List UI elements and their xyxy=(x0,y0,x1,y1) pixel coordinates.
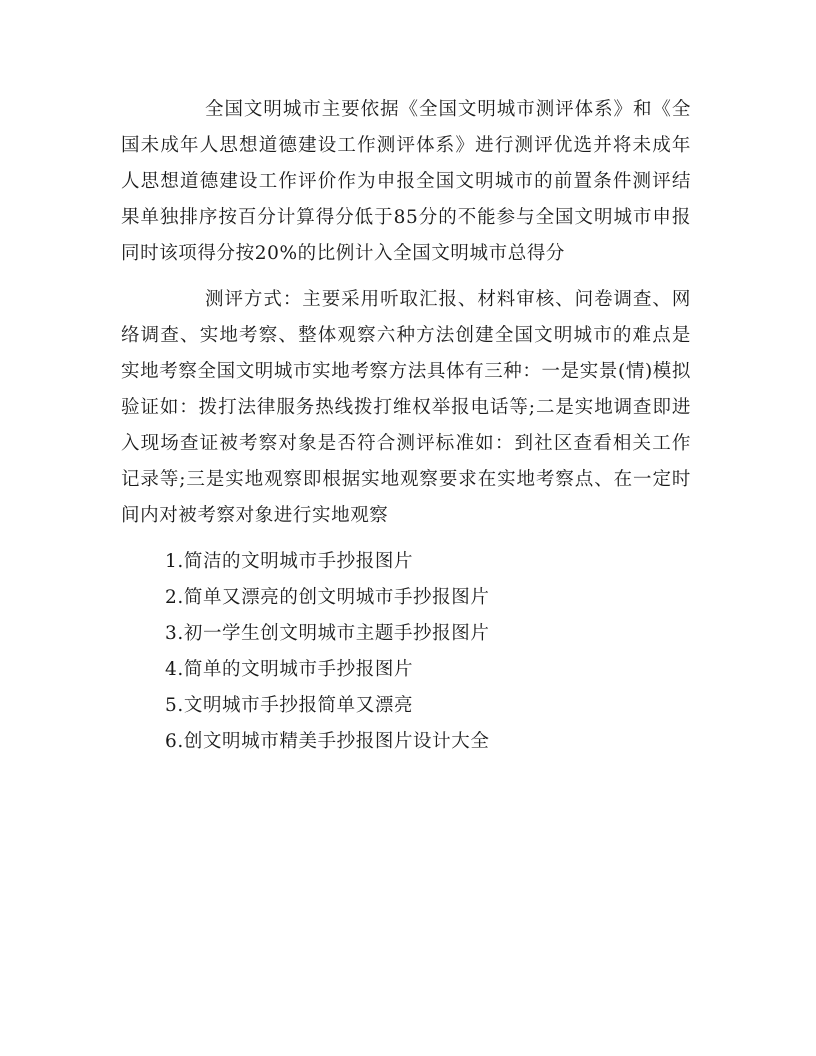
list-item: 4.简单的文明城市手抄报图片 xyxy=(165,659,414,680)
list-item: 6.创文明城市精美手抄报图片设计大全 xyxy=(165,731,490,752)
list-item: 5.文明城市手抄报简单又漂亮 xyxy=(165,695,414,716)
document-body xyxy=(121,92,691,760)
list-item: 2.简单又漂亮的创文明城市手抄报图片 xyxy=(165,587,490,608)
evaluation-method-paragraph: 测评方式：主要采用听取汇报、材料审核、问卷调查、网络调查、实地考察、整体观察六种方法创建全国文明城市的难点是实地考察全国文明城市实地考察方法具体有三种：一是实景(情)模拟验证如：拨打法律服务热线拨打维权举报电话等;二是实地调查即进入现场查证被考察对象是否符合测评标准如：到社区查看相关工作记录等;三是实地观察即根据实地观察要求在实地考察点、在一定时间内对被考察对象进行实地观察 xyxy=(121,289,691,526)
list-item: 1.简洁的文明城市手抄报图片 xyxy=(165,551,414,572)
related-links-list xyxy=(121,544,691,760)
intro-paragraph: 全国文明城市主要依据《全国文明城市测评体系》和《全国未成年人思想道德建设工作测评体系》进行测评优选并将未成年人思想道德建设工作评价作为申报全国文明城市的前置条件测评结果单独排序按百分计算得分低于85分的不能参与全国文明城市申报同时该项得分按20%的比例计入全国文明城市总得分 xyxy=(121,99,691,264)
list-item: 3.初一学生创文明城市主题手抄报图片 xyxy=(165,623,490,644)
